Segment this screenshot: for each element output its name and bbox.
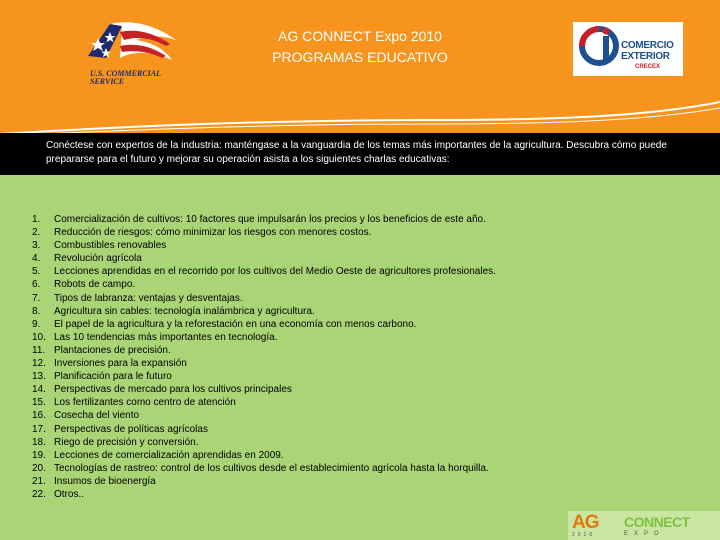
list-item bbox=[32, 331, 672, 344]
list-item-text: Combustibles renovables bbox=[54, 240, 167, 252]
list-item-text: Tecnologías de rastreo: control de los cultivos desde el establecimiento agrícola hasta la horquilla. bbox=[54, 462, 489, 474]
list-item bbox=[32, 252, 672, 265]
list-item-text: Riego de precisión y conversión. bbox=[54, 436, 199, 448]
list-item-text: Planificación para le futuro bbox=[54, 371, 172, 383]
list-item-number: 12. bbox=[32, 358, 46, 370]
list-item bbox=[32, 449, 672, 462]
list-item-number: 7. bbox=[32, 292, 41, 304]
list-item-number: 16. bbox=[32, 410, 46, 422]
intro-bar bbox=[0, 133, 720, 175]
list-item-text: Perspectivas de políticas agrícolas bbox=[54, 423, 208, 435]
intro-text: Conéctese con expertos de la industria: manténgase a la vanguardia de los temas más importantes de la agricultura. Descubra cómo puede prepararse para el futuro y mejorar su operación asista a los siguientes charlas educativas: bbox=[46, 140, 667, 165]
list-item bbox=[32, 436, 672, 449]
list-item bbox=[32, 226, 672, 239]
page-title bbox=[210, 26, 510, 68]
list-item-number: 9. bbox=[32, 318, 41, 330]
ag-logo-year: 2010 bbox=[572, 532, 596, 538]
list-item-text: Otros.. bbox=[54, 488, 85, 500]
list-item bbox=[32, 318, 672, 331]
list-item-text: Plantaciones de precisión. bbox=[54, 344, 171, 356]
comercio-exterior-logo bbox=[573, 22, 683, 76]
topics-list bbox=[32, 213, 672, 501]
list-item-number: 10. bbox=[32, 331, 46, 343]
list-item-number: 6. bbox=[32, 279, 41, 291]
list-item-text: Lecciones de comercialización aprendidas en 2009. bbox=[54, 449, 284, 461]
list-item bbox=[32, 305, 672, 318]
list-item-text: Reducción de riesgos: cómo minimizar los riesgos con menores costos. bbox=[54, 227, 372, 239]
list-item-number: 11. bbox=[32, 344, 46, 356]
ag-connect-expo-logo bbox=[568, 511, 720, 540]
list-item-number: 1. bbox=[32, 214, 41, 225]
list-item-number: 22. bbox=[32, 488, 46, 500]
list-item-number: 18. bbox=[32, 436, 46, 448]
ag-logo-expo: EXPO bbox=[624, 531, 665, 537]
list-item-number: 4. bbox=[32, 253, 41, 265]
list-item-text: Robots de campo. bbox=[54, 279, 136, 291]
list-item bbox=[32, 370, 672, 383]
list-item-text: Lecciones aprendidas en el recorrido por los cultivos del Medio Oeste de agricultores profesionales. bbox=[54, 266, 496, 278]
list-item-text: Insumos de bioenergía bbox=[54, 475, 156, 487]
ag-logo-connect: CONNECT bbox=[624, 514, 690, 530]
list-item bbox=[32, 488, 672, 501]
list-item-text: El papel de la agricultura y la reforestación en una economía con menos carbono. bbox=[54, 318, 417, 330]
list-item-text: Agricultura sin cables: tecnología inalámbrica y agricultura. bbox=[54, 305, 315, 317]
list-item-text: Las 10 tendencias más importantes en tecnología. bbox=[54, 331, 278, 343]
list-item-number: 2. bbox=[32, 227, 41, 239]
logo-right-word-1: COMERCIO bbox=[621, 40, 674, 51]
list-item bbox=[32, 344, 672, 357]
us-commercial-service-logo bbox=[80, 18, 190, 96]
list-item bbox=[32, 383, 672, 396]
list-item-number: 13. bbox=[32, 371, 46, 383]
list-item-text: Tipos de labranza: ventajas y desventajas. bbox=[54, 292, 243, 304]
list-item-text: Cosecha del viento bbox=[54, 410, 140, 422]
title-line-2: PROGRAMAS EDUCATIVO bbox=[272, 49, 448, 65]
list-item bbox=[32, 265, 672, 278]
list-item-number: 17. bbox=[32, 423, 46, 435]
title-line-1: AG CONNECT Expo 2010 bbox=[278, 28, 442, 44]
list-item bbox=[32, 357, 672, 370]
list-item-number: 14. bbox=[32, 384, 46, 396]
list-item-text: Los fertilizantes como centro de atención bbox=[54, 397, 236, 409]
list-item bbox=[32, 409, 672, 422]
list-item-text: Comercialización de cultivos: 10 factores que impulsarán los precios y los beneficios de este año. bbox=[54, 214, 486, 225]
list-item bbox=[32, 239, 672, 252]
list-item bbox=[32, 396, 672, 409]
list-item bbox=[32, 462, 672, 475]
list-item-text: Inversiones para la expansión bbox=[54, 358, 187, 370]
crecex-swirl-icon bbox=[573, 22, 621, 76]
logo-right-word-2: EXTERIOR bbox=[621, 51, 670, 62]
list-item-text: Perspectivas de mercado para los cultivos principales bbox=[54, 384, 292, 396]
list-item-number: 19. bbox=[32, 449, 46, 461]
ag-logo-text: AG bbox=[572, 512, 599, 533]
list-item bbox=[32, 278, 672, 291]
list-item bbox=[32, 475, 672, 488]
list-item bbox=[32, 423, 672, 436]
list-item-number: 15. bbox=[32, 397, 46, 409]
list-item bbox=[32, 292, 672, 305]
list-item-number: 20. bbox=[32, 462, 46, 474]
logo-right-word-3: CRECEX bbox=[635, 64, 661, 70]
list-item-number: 5. bbox=[32, 266, 41, 278]
list-item-text: Revolución agrícola bbox=[54, 253, 142, 265]
list-item-number: 8. bbox=[32, 305, 41, 317]
list-item-number: 3. bbox=[32, 240, 41, 252]
list-item bbox=[32, 213, 672, 226]
list-item-number: 21. bbox=[32, 475, 46, 487]
logo-left-text: U.S. COMMERCIAL SERVICE bbox=[90, 69, 161, 86]
